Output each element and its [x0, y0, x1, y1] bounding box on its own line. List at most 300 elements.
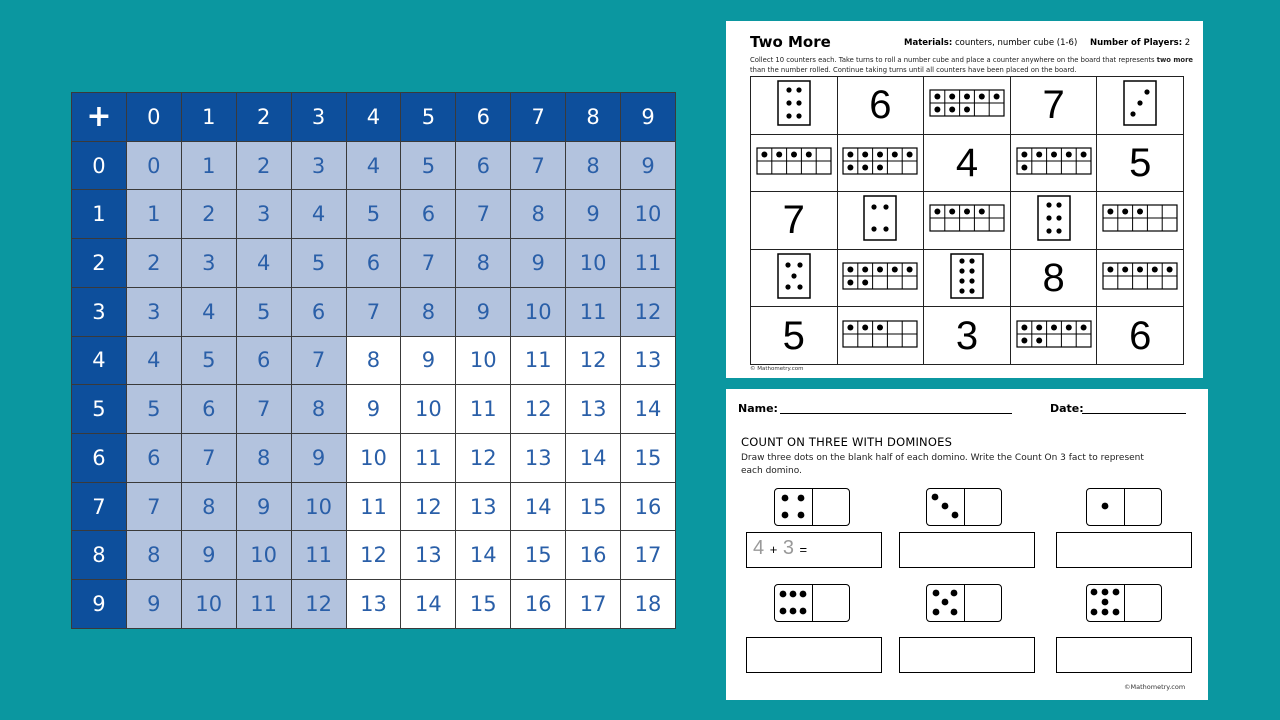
sum-cell: 5 [236, 287, 291, 336]
sum-cell: 12 [456, 434, 511, 483]
board-cell[interactable] [1010, 192, 1097, 250]
dot [964, 107, 970, 113]
sum-cell: 4 [291, 190, 346, 239]
dot [1080, 324, 1086, 330]
board-cell[interactable] [751, 77, 838, 135]
answer-box[interactable] [746, 532, 882, 568]
sum-cell: 6 [401, 190, 456, 239]
sum-cell: 8 [566, 141, 621, 190]
ten-frame-8 [842, 147, 918, 175]
sum-cell: 10 [621, 190, 676, 239]
row-header: 4 [72, 336, 127, 385]
sum-cell: 11 [621, 239, 676, 288]
sum-cell: 8 [511, 190, 566, 239]
sum-cell: 6 [456, 141, 511, 190]
dot [951, 590, 958, 597]
dot [797, 284, 802, 289]
sum-cell: 10 [181, 580, 236, 629]
instructions-post: than the number rolled. Continue taking turns until all counters have been placed on the board. [750, 66, 1077, 74]
dot [1091, 589, 1098, 596]
board-number: 6 [1129, 313, 1152, 358]
ten-frame-7 [842, 262, 918, 290]
sum-cell: 10 [511, 287, 566, 336]
ten-frame-4 [929, 204, 1005, 232]
domino [926, 488, 1002, 526]
sum-cell: 10 [346, 434, 401, 483]
ten-frame-4 [756, 147, 832, 175]
dot [800, 608, 807, 615]
sum-cell: 9 [456, 287, 511, 336]
column-header: 0 [126, 93, 181, 142]
dot [969, 288, 974, 293]
dot [933, 590, 940, 597]
dot [877, 267, 883, 273]
sum-cell: 1 [181, 141, 236, 190]
sum-cell: 11 [566, 287, 621, 336]
sum-cell: 4 [236, 239, 291, 288]
sum-cell: 6 [236, 336, 291, 385]
dot [790, 608, 797, 615]
dot [797, 262, 802, 267]
dot [877, 164, 883, 170]
domino-dots-6 [775, 585, 812, 621]
dot [785, 262, 790, 267]
dot [1021, 337, 1027, 343]
column-header: 8 [566, 93, 621, 142]
dot [780, 591, 787, 598]
dot [932, 494, 939, 501]
sum-cell: 4 [126, 336, 181, 385]
dot [1080, 151, 1086, 157]
table-row [72, 239, 676, 288]
dot [1137, 267, 1143, 273]
dot [848, 164, 854, 170]
dot [1056, 216, 1061, 221]
dot [780, 608, 787, 615]
answer-box[interactable] [899, 637, 1035, 673]
row-header: 5 [72, 385, 127, 434]
sum-cell: 13 [401, 531, 456, 580]
ten-frame-6 [1016, 147, 1092, 175]
dot [863, 151, 869, 157]
column-header: 2 [236, 93, 291, 142]
sum-cell: 15 [566, 482, 621, 531]
board-cell[interactable] [1097, 307, 1184, 365]
dot [892, 151, 898, 157]
addition-table [71, 92, 676, 629]
domino-dot-half [775, 585, 813, 621]
table-row [72, 336, 676, 385]
sum-cell: 8 [456, 239, 511, 288]
dice-card-4 [863, 195, 897, 241]
dot [949, 209, 955, 215]
materials-label: Materials: [904, 38, 953, 48]
dot [863, 280, 869, 286]
dice-card-8 [950, 253, 984, 299]
dot [863, 324, 869, 330]
materials [904, 38, 1077, 48]
dot [790, 591, 797, 598]
dot [1056, 229, 1061, 234]
row-header: 7 [72, 482, 127, 531]
board-number: 4 [955, 140, 979, 185]
dot [949, 94, 955, 100]
board-cell[interactable] [837, 134, 924, 192]
domino-dot-half [927, 489, 965, 525]
board-cell[interactable] [751, 192, 838, 250]
domino [774, 488, 850, 526]
domino-dots-3 [927, 489, 964, 525]
domino-blank-half[interactable] [813, 489, 849, 525]
two-more-worksheet [726, 21, 1203, 378]
row-header: 2 [72, 239, 127, 288]
dot [1122, 267, 1128, 273]
dot [1102, 609, 1109, 616]
board-cell[interactable] [1010, 307, 1097, 365]
dot [791, 151, 797, 157]
sum-cell: 14 [621, 385, 676, 434]
sum-cell: 8 [181, 482, 236, 531]
dot [761, 151, 767, 157]
dot [964, 209, 970, 215]
board-number: 7 [1042, 83, 1065, 128]
sum-cell: 9 [126, 580, 181, 629]
board-cell[interactable] [837, 249, 924, 307]
domino-dot-half [927, 585, 965, 621]
dot [848, 151, 854, 157]
dot [1102, 599, 1109, 606]
ten-frame-8 [929, 89, 1005, 117]
board-row [751, 192, 1184, 250]
sum-cell: 7 [291, 336, 346, 385]
board-number: 3 [955, 313, 979, 358]
dot [959, 258, 964, 263]
sum-cell: 7 [401, 239, 456, 288]
dot [877, 324, 883, 330]
date-line[interactable] [1082, 413, 1186, 414]
sum-cell: 10 [566, 239, 621, 288]
sum-cell: 12 [511, 385, 566, 434]
sum-cell: 14 [401, 580, 456, 629]
dot [979, 94, 985, 100]
dice-card-6 [1037, 195, 1071, 241]
dot [1152, 267, 1158, 273]
domino-dots-5 [927, 585, 964, 621]
board-row [751, 249, 1184, 307]
dot [848, 324, 854, 330]
domino-blank-half[interactable] [1125, 585, 1161, 621]
dot [1065, 324, 1071, 330]
board-cell[interactable] [924, 134, 1011, 192]
sum-cell: 7 [236, 385, 291, 434]
sum-cell: 13 [511, 434, 566, 483]
sum-cell: 7 [126, 482, 181, 531]
board-cell[interactable] [1010, 77, 1097, 135]
dot [785, 284, 790, 289]
board-cell[interactable] [1097, 249, 1184, 307]
domino-dot-half [775, 489, 813, 525]
dot [1145, 90, 1150, 95]
dot [798, 512, 805, 519]
dot [806, 151, 812, 157]
table-row [72, 580, 676, 629]
sum-cell: 4 [181, 287, 236, 336]
sum-cell: 9 [236, 482, 291, 531]
board-cell[interactable] [1097, 192, 1184, 250]
sum-cell: 3 [181, 239, 236, 288]
sum-cell: 2 [236, 141, 291, 190]
domino-blank-half[interactable] [965, 585, 1001, 621]
dot [969, 268, 974, 273]
plus-corner: + [72, 93, 127, 142]
game-board [750, 76, 1184, 365]
board-number: 5 [1129, 140, 1152, 185]
sum-cell: 11 [236, 580, 291, 629]
sum-cell: 8 [126, 531, 181, 580]
board-cell[interactable] [924, 77, 1011, 135]
sum-cell: 16 [621, 482, 676, 531]
table-row [72, 434, 676, 483]
row-header: 8 [72, 531, 127, 580]
row-header: 6 [72, 434, 127, 483]
dot [969, 258, 974, 263]
sample-equals: = [799, 542, 808, 557]
ten-frame-3 [842, 320, 918, 348]
sum-cell: 17 [621, 531, 676, 580]
sum-cell: 9 [401, 336, 456, 385]
dot [1036, 151, 1042, 157]
sum-cell: 13 [456, 482, 511, 531]
sum-cell: 5 [346, 190, 401, 239]
sample-fact [753, 537, 807, 560]
name-label: Name: [738, 402, 778, 415]
sum-cell: 10 [456, 336, 511, 385]
dot [848, 280, 854, 286]
board-cell[interactable] [751, 134, 838, 192]
board-number: 8 [1042, 256, 1065, 301]
board-number: 7 [782, 198, 805, 243]
dot [951, 609, 958, 616]
instructions: Draw three dots on the blank half of each domino. Write the Count On 3 fact to represent each domino. [741, 453, 1144, 476]
ten-frame-5 [1102, 262, 1178, 290]
dot [933, 609, 940, 616]
dot [800, 591, 807, 598]
dot [979, 209, 985, 215]
board-cell[interactable] [751, 307, 838, 365]
dot [1021, 164, 1027, 170]
dot [1021, 151, 1027, 157]
domino-blank-half[interactable] [965, 489, 1001, 525]
dot [934, 209, 940, 215]
instructions-bold: two more [1156, 56, 1194, 64]
sum-cell: 9 [511, 239, 566, 288]
board-cell[interactable] [837, 192, 924, 250]
dot [1108, 267, 1114, 273]
answer-box[interactable] [1056, 637, 1192, 673]
sum-cell: 11 [456, 385, 511, 434]
sum-cell: 9 [291, 434, 346, 483]
board-cell[interactable] [837, 77, 924, 135]
sum-cell: 3 [126, 287, 181, 336]
sum-cell: 3 [236, 190, 291, 239]
dot [796, 114, 801, 119]
sum-cell: 14 [511, 482, 566, 531]
column-header: 3 [291, 93, 346, 142]
sum-cell: 13 [566, 385, 621, 434]
dot [1137, 209, 1143, 215]
sum-cell: 13 [621, 336, 676, 385]
sum-cell: 15 [621, 434, 676, 483]
sum-cell: 12 [346, 531, 401, 580]
dot [1051, 324, 1057, 330]
sum-cell: 11 [291, 531, 346, 580]
board-cell[interactable] [924, 307, 1011, 365]
domino-dot-half [1087, 585, 1125, 621]
sum-cell: 17 [566, 580, 621, 629]
domino-dots-7 [1087, 585, 1124, 621]
players [1090, 38, 1190, 48]
table-row [72, 287, 676, 336]
dot [1056, 203, 1061, 208]
name-line[interactable] [780, 413, 1012, 414]
domino-dots-4 [775, 489, 812, 525]
ten-frame-7 [1016, 320, 1092, 348]
dot [994, 94, 1000, 100]
sum-cell: 12 [621, 287, 676, 336]
dot [863, 267, 869, 273]
dot [934, 94, 940, 100]
board-row [751, 77, 1184, 135]
dot [1046, 229, 1051, 234]
count-on-worksheet [726, 389, 1208, 700]
sum-cell: 16 [566, 531, 621, 580]
sum-cell: 8 [291, 385, 346, 434]
dot [776, 151, 782, 157]
dot [1046, 216, 1051, 221]
table-row [72, 531, 676, 580]
sum-cell: 5 [291, 239, 346, 288]
dot [877, 151, 883, 157]
board-cell[interactable] [1010, 134, 1097, 192]
board-cell[interactable] [837, 307, 924, 365]
column-header: 9 [621, 93, 676, 142]
dot [884, 205, 889, 210]
instructions-pre: Collect 10 counters each. Take turns to roll a number cube and place a counter anywhere on the board that represents [750, 56, 1157, 64]
dot [942, 503, 949, 510]
sample-plus: + [769, 542, 778, 557]
dot [942, 599, 949, 606]
sum-cell: 12 [401, 482, 456, 531]
dot [782, 512, 789, 519]
sum-cell: 11 [401, 434, 456, 483]
answer-box[interactable] [1056, 532, 1192, 568]
board-cell[interactable] [924, 192, 1011, 250]
sum-cell: 2 [181, 190, 236, 239]
dot [1113, 609, 1120, 616]
domino [1086, 488, 1162, 526]
column-header: 4 [346, 93, 401, 142]
sum-cell: 18 [621, 580, 676, 629]
domino-dot-half [1087, 489, 1125, 525]
ten-frame-3 [1102, 204, 1178, 232]
column-header: 5 [401, 93, 456, 142]
dot [892, 267, 898, 273]
row-header: 9 [72, 580, 127, 629]
domino-blank-half[interactable] [813, 585, 849, 621]
sum-cell: 5 [126, 385, 181, 434]
dot [952, 512, 959, 519]
worksheet-title: Two More [750, 33, 831, 51]
sum-cell: 4 [346, 141, 401, 190]
sum-cell: 16 [511, 580, 566, 629]
sum-cell: 7 [511, 141, 566, 190]
dot [907, 267, 913, 273]
sum-cell: 6 [126, 434, 181, 483]
board-cell[interactable] [751, 249, 838, 307]
sum-cell: 9 [566, 190, 621, 239]
domino [774, 584, 850, 622]
domino-blank-half[interactable] [1125, 489, 1161, 525]
dot [934, 107, 940, 113]
sum-cell: 9 [346, 385, 401, 434]
header-row [72, 93, 676, 142]
sum-cell: 0 [126, 141, 181, 190]
board-cell[interactable] [1097, 134, 1184, 192]
copyright: ©Mathometry.com [1124, 683, 1186, 691]
board-row [751, 134, 1184, 192]
board-cell[interactable] [924, 249, 1011, 307]
materials-value: counters, number cube (1-6) [954, 38, 1078, 48]
sum-cell: 9 [181, 531, 236, 580]
sum-cell: 7 [181, 434, 236, 483]
dot [1065, 151, 1071, 157]
column-header: 1 [181, 93, 236, 142]
sum-cell: 14 [566, 434, 621, 483]
dot [1051, 151, 1057, 157]
dot [1138, 101, 1143, 106]
dot [959, 278, 964, 283]
dot [786, 114, 791, 119]
sum-cell: 11 [511, 336, 566, 385]
board-number: 5 [782, 313, 805, 358]
sum-cell: 6 [346, 239, 401, 288]
sum-cell: 3 [291, 141, 346, 190]
dot [1091, 609, 1098, 616]
sum-cell: 12 [566, 336, 621, 385]
row-header: 0 [72, 141, 127, 190]
answer-box[interactable] [899, 532, 1035, 568]
dot [1021, 324, 1027, 330]
table-row [72, 190, 676, 239]
board-row [751, 307, 1184, 365]
dot [1036, 337, 1042, 343]
dot [969, 278, 974, 283]
row-header: 1 [72, 190, 127, 239]
domino [1086, 584, 1162, 622]
answer-box[interactable] [746, 637, 882, 673]
sum-cell: 6 [181, 385, 236, 434]
board-cell[interactable] [1010, 249, 1097, 307]
table-row [72, 141, 676, 190]
dot [1131, 112, 1136, 117]
sum-cell: 8 [346, 336, 401, 385]
sum-cell: 8 [401, 287, 456, 336]
dot [863, 164, 869, 170]
dot [1122, 209, 1128, 215]
board-cell[interactable] [1097, 77, 1184, 135]
table-row [72, 482, 676, 531]
dot [791, 273, 796, 278]
